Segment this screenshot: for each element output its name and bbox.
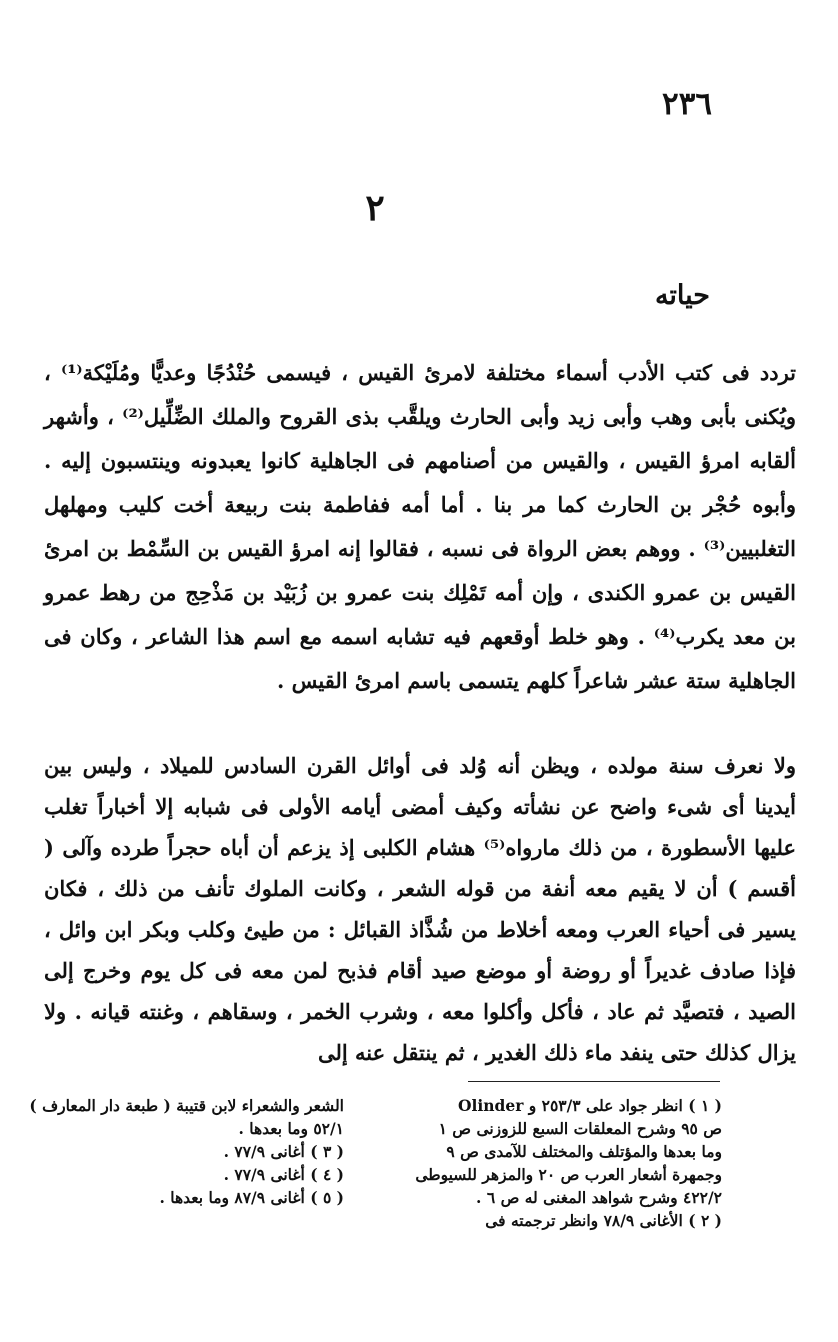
page-number: ٢٣٦	[662, 86, 712, 122]
footnotes-left-column	[29, 1094, 344, 1224]
footnote-line: ( ٢ ) الأغانى ٧٨/٩ وانظر ترجمته فى	[485, 1211, 722, 1230]
footnote-line: وجمهرة أشعار العرب ص ٢٠ والمزهر للسيوطى	[415, 1165, 722, 1184]
footnote-line: ( ٥ ) أغانى ٨٧/٩ وما بعدها .	[159, 1188, 344, 1207]
footnote-divider	[468, 1081, 720, 1082]
section-heading: حياته	[654, 280, 710, 311]
footnote-line: ( ٤ ) أغانى ٧٧/٩ .	[223, 1165, 344, 1184]
footnote-line: ٥٢/١ وما بعدها .	[238, 1119, 344, 1138]
footnote-line: الشعر والشعراء لابن قتيبة ( طبعة دار المعارف )	[29, 1096, 344, 1115]
biography-paragraph-1: تردد فى كتب الأدب أسماء مختلفة لامرئ القيس ، فيسمى حُنْدُجًا وعديًّا ومُلَيْكة⁽¹⁾ ، ويُكنى بأبى وهب وأبى زيد وأبى الحارث ويلقَّب بذى القروح والملك الضِّلِّيل⁽²⁾ ، وأشهر ألقابه امرؤ القيس ، والقيس من أصنامهم فى الجاهلية كانوا يعبدونه وينتسبون إليه . وأبوه حُجْر بن الحارث كما مر بنا . أما أمه ففاطمة بنت ربيعة أخت كليب ومهلهل التغلبيين⁽³⁾ . ووهم بعض الرواة فى نسبه ، فقالوا إنه امرؤ القيس بن السِّمْط بن امرئ القيس بن عمرو الكندى ، وإن أمه تَمْلِك بنت عمرو بن زُبَيْد بن مَذْحِج من رهط عمرو بن معد يكرب⁽⁴⁾ . وهو خلط أوقعهم فيه تشابه اسمه مع اسم هذا الشاعر ، وكان فى الجاهلية ستة عشر شاعراً كلهم يتسمى باسم امرئ القيس .	[44, 360, 796, 693]
footnote-line: ( ٣ ) أغانى ٧٧/٩ .	[223, 1142, 344, 1161]
footnotes-right-column	[415, 1094, 722, 1274]
chapter-number: ٢	[365, 187, 385, 229]
footnote-line: ص ٩٥ وشرح المعلقات السبع للزوزنى ص ١	[438, 1119, 722, 1138]
footnote-line: وما بعدها والمؤتلف والمختلف للآمدى ص ٩	[446, 1142, 722, 1161]
biography-paragraph-2: ولا نعرف سنة مولده ، ويظن أنه وُلد فى أوائل القرن السادس للميلاد ، وليس بين أيدينا أى شىء واضح عن نشأته وكيف أمضى أيامه الأولى فى شبابه إلا أخباراً تغلب عليها الأسطورة ، من ذلك مارواه⁽⁵⁾ هشام الكلبى إذ يزعم أن أباه حجراً طرده وآلى ( أقسم ) أن لا يقيم معه أنفة من قوله الشعر ، وكانت الملوك تأنف من ذلك ، فكان يسير فى أحياء العرب ومعه أخلاط من شُذَّاذ القبائل : من طيئ وكلب وبكر ابن وائل ، فإذا صادف غديراً أو روضة أو موضع صيد أقام فذبح لمن معه فى كل يوم وخرج إلى الصيد ، فتصيَّد ثم عاد ، فأكل وأكلوا معه ، وشرب الخمر ، وسقاهم ، وغنته قيانه . ولا يزال كذلك حتى ينفد ماء ذلك الغدير ، ثم ينتقل عنه إلى	[44, 753, 797, 1065]
footnote-line: ٤٢٢/٢ وشرح شواهد المغنى له ص ٦ .	[476, 1188, 722, 1207]
footnote-line: ( ١ ) انظر جواد على ٢٥٣/٣ و Olinder	[457, 1096, 722, 1115]
